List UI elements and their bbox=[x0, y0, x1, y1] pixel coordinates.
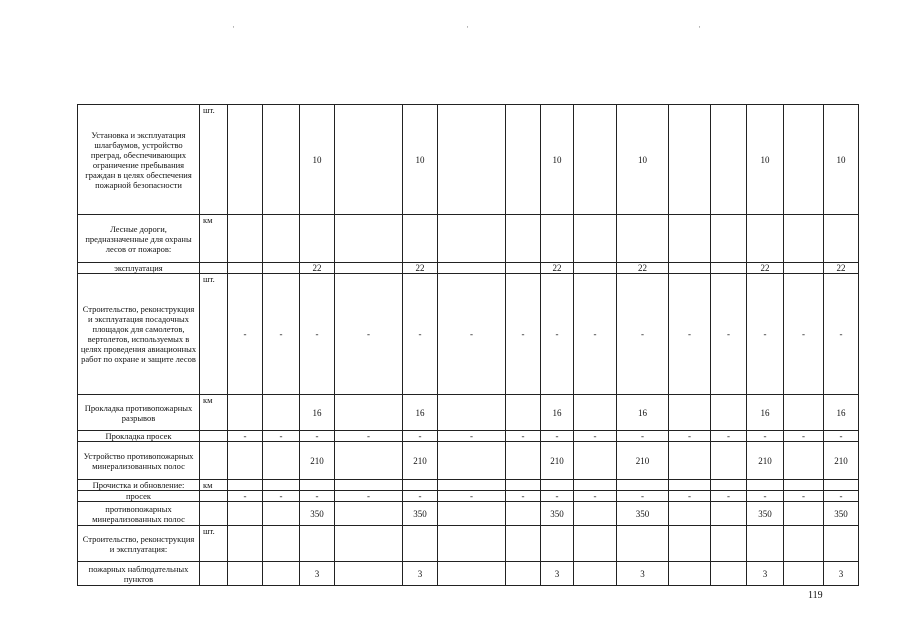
table-row bbox=[78, 395, 859, 431]
value-cell bbox=[506, 526, 541, 562]
value-cell bbox=[335, 526, 403, 562]
value-cell bbox=[669, 105, 711, 215]
value-cell: 3 bbox=[541, 562, 574, 586]
value-cell: - bbox=[263, 431, 300, 442]
value-cell: 350 bbox=[747, 502, 784, 526]
row-name-cell: Прокладка противопожарных разрывов bbox=[78, 395, 200, 431]
table-row bbox=[78, 105, 859, 215]
value-cell bbox=[263, 526, 300, 562]
value-cell: 16 bbox=[403, 395, 438, 431]
value-cell bbox=[263, 502, 300, 526]
table-row bbox=[78, 215, 859, 263]
value-cell: - bbox=[669, 274, 711, 395]
value-cell: - bbox=[784, 491, 824, 502]
value-cell: 210 bbox=[617, 442, 669, 480]
scan-speck: · bbox=[698, 22, 701, 32]
value-cell: - bbox=[784, 431, 824, 442]
value-cell: 16 bbox=[824, 395, 859, 431]
row-name-cell: эксплуатация bbox=[78, 263, 200, 274]
value-cell: - bbox=[541, 274, 574, 395]
value-cell bbox=[784, 263, 824, 274]
value-cell bbox=[824, 526, 859, 562]
value-cell: - bbox=[617, 274, 669, 395]
value-cell bbox=[506, 263, 541, 274]
value-cell bbox=[335, 502, 403, 526]
value-cell bbox=[669, 395, 711, 431]
value-cell: - bbox=[747, 491, 784, 502]
value-cell: - bbox=[228, 274, 263, 395]
row-name-cell: Устройство противопожарных минерализованных полос bbox=[78, 442, 200, 480]
value-cell bbox=[669, 442, 711, 480]
value-cell: 3 bbox=[403, 562, 438, 586]
value-cell: 210 bbox=[824, 442, 859, 480]
value-cell: - bbox=[335, 274, 403, 395]
row-name-cell: Строительство, реконструкция и эксплуатация посадочных площадок для самолетов, вертолетов, используемых в целях проведения авиационных работ по охране и защите лесов bbox=[78, 274, 200, 395]
row-name-cell: Прокладка просек bbox=[78, 431, 200, 442]
value-cell bbox=[228, 263, 263, 274]
value-cell: - bbox=[438, 491, 506, 502]
value-cell: - bbox=[711, 274, 747, 395]
value-cell bbox=[747, 215, 784, 263]
row-unit-cell bbox=[200, 431, 228, 442]
row-unit-cell: шт. bbox=[200, 526, 228, 562]
value-cell: 3 bbox=[617, 562, 669, 586]
value-cell bbox=[784, 526, 824, 562]
value-cell: - bbox=[263, 274, 300, 395]
table-row bbox=[78, 562, 859, 586]
value-cell bbox=[711, 442, 747, 480]
value-cell bbox=[784, 442, 824, 480]
value-cell: - bbox=[228, 491, 263, 502]
value-cell bbox=[438, 480, 506, 491]
value-cell bbox=[228, 502, 263, 526]
value-cell: - bbox=[228, 431, 263, 442]
value-cell bbox=[747, 480, 784, 491]
value-cell: - bbox=[824, 274, 859, 395]
value-cell: 210 bbox=[300, 442, 335, 480]
value-cell bbox=[506, 502, 541, 526]
row-name-cell: противопожарных минерализованных полос bbox=[78, 502, 200, 526]
row-unit-cell: км bbox=[200, 480, 228, 491]
value-cell bbox=[784, 502, 824, 526]
value-cell: - bbox=[617, 491, 669, 502]
value-cell bbox=[574, 395, 617, 431]
row-name-cell: Установка и эксплуатация шлагбаумов, устройство преград, обеспечивающих ограничение пребывания граждан в целях обеспечения пожарной безопасности bbox=[78, 105, 200, 215]
value-cell: - bbox=[617, 431, 669, 442]
row-unit-cell bbox=[200, 562, 228, 586]
value-cell: - bbox=[403, 274, 438, 395]
value-cell: - bbox=[574, 491, 617, 502]
value-cell: - bbox=[263, 491, 300, 502]
value-cell bbox=[228, 562, 263, 586]
row-name-cell: просек bbox=[78, 491, 200, 502]
value-cell bbox=[574, 502, 617, 526]
value-cell bbox=[506, 442, 541, 480]
value-cell bbox=[263, 480, 300, 491]
value-cell bbox=[335, 215, 403, 263]
value-cell bbox=[541, 215, 574, 263]
value-cell: 350 bbox=[824, 502, 859, 526]
value-cell: 16 bbox=[747, 395, 784, 431]
value-cell: 16 bbox=[541, 395, 574, 431]
value-cell: 3 bbox=[747, 562, 784, 586]
value-cell bbox=[438, 442, 506, 480]
table-row bbox=[78, 263, 859, 274]
value-cell bbox=[438, 395, 506, 431]
value-cell: - bbox=[669, 491, 711, 502]
value-cell bbox=[506, 215, 541, 263]
value-cell bbox=[711, 105, 747, 215]
value-cell bbox=[617, 526, 669, 562]
value-cell bbox=[403, 480, 438, 491]
row-unit-cell: км bbox=[200, 395, 228, 431]
table-row bbox=[78, 480, 859, 491]
value-cell bbox=[263, 442, 300, 480]
value-cell bbox=[784, 105, 824, 215]
value-cell bbox=[263, 395, 300, 431]
value-cell bbox=[506, 562, 541, 586]
value-cell bbox=[669, 562, 711, 586]
value-cell bbox=[747, 526, 784, 562]
value-cell bbox=[403, 526, 438, 562]
value-cell: 10 bbox=[403, 105, 438, 215]
value-cell: 210 bbox=[541, 442, 574, 480]
row-name-cell: Строительство, реконструкция и эксплуатация: bbox=[78, 526, 200, 562]
value-cell bbox=[824, 215, 859, 263]
value-cell: - bbox=[506, 491, 541, 502]
value-cell bbox=[228, 442, 263, 480]
value-cell bbox=[574, 480, 617, 491]
value-cell bbox=[300, 526, 335, 562]
value-cell bbox=[541, 526, 574, 562]
value-cell: 10 bbox=[747, 105, 784, 215]
value-cell bbox=[228, 526, 263, 562]
value-cell bbox=[438, 215, 506, 263]
table-row bbox=[78, 442, 859, 480]
value-cell: - bbox=[300, 491, 335, 502]
value-cell: 350 bbox=[403, 502, 438, 526]
value-cell bbox=[711, 395, 747, 431]
value-cell: 16 bbox=[300, 395, 335, 431]
value-cell bbox=[669, 480, 711, 491]
value-cell bbox=[784, 215, 824, 263]
value-cell bbox=[263, 105, 300, 215]
value-cell bbox=[300, 480, 335, 491]
value-cell bbox=[711, 480, 747, 491]
value-cell: 10 bbox=[824, 105, 859, 215]
forest-fire-measures-table bbox=[77, 104, 859, 586]
value-cell: 210 bbox=[403, 442, 438, 480]
value-cell: - bbox=[541, 491, 574, 502]
value-cell bbox=[574, 562, 617, 586]
value-cell bbox=[228, 480, 263, 491]
value-cell: - bbox=[747, 431, 784, 442]
value-cell bbox=[263, 215, 300, 263]
value-cell: - bbox=[506, 274, 541, 395]
value-cell bbox=[403, 215, 438, 263]
value-cell: - bbox=[669, 431, 711, 442]
value-cell bbox=[784, 395, 824, 431]
value-cell bbox=[574, 105, 617, 215]
value-cell bbox=[335, 562, 403, 586]
value-cell bbox=[506, 480, 541, 491]
scan-speck: · bbox=[466, 22, 469, 32]
value-cell bbox=[438, 562, 506, 586]
row-unit-cell: км bbox=[200, 215, 228, 263]
value-cell: 10 bbox=[300, 105, 335, 215]
value-cell bbox=[438, 105, 506, 215]
value-cell bbox=[263, 562, 300, 586]
value-cell: - bbox=[403, 491, 438, 502]
value-cell: - bbox=[300, 274, 335, 395]
table-row bbox=[78, 491, 859, 502]
value-cell bbox=[506, 395, 541, 431]
value-cell bbox=[228, 395, 263, 431]
value-cell: 350 bbox=[300, 502, 335, 526]
value-cell: 210 bbox=[747, 442, 784, 480]
value-cell: 22 bbox=[403, 263, 438, 274]
page-number: 119 bbox=[808, 590, 823, 601]
value-cell bbox=[335, 480, 403, 491]
value-cell bbox=[784, 562, 824, 586]
value-cell bbox=[300, 215, 335, 263]
value-cell: - bbox=[438, 274, 506, 395]
table-row bbox=[78, 502, 859, 526]
row-name-cell: Лесные дороги, предназначенные для охраны лесов от пожаров: bbox=[78, 215, 200, 263]
value-cell bbox=[711, 526, 747, 562]
value-cell bbox=[228, 215, 263, 263]
row-name-cell: пожарных наблюдательных пунктов bbox=[78, 562, 200, 586]
value-cell: 350 bbox=[617, 502, 669, 526]
value-cell: - bbox=[438, 431, 506, 442]
value-cell bbox=[335, 442, 403, 480]
value-cell: - bbox=[403, 431, 438, 442]
value-cell bbox=[438, 502, 506, 526]
value-cell: - bbox=[335, 431, 403, 442]
value-cell bbox=[711, 215, 747, 263]
value-cell bbox=[669, 502, 711, 526]
value-cell: 22 bbox=[300, 263, 335, 274]
value-cell bbox=[438, 526, 506, 562]
value-cell bbox=[711, 502, 747, 526]
value-cell: - bbox=[300, 431, 335, 442]
value-cell bbox=[617, 215, 669, 263]
value-cell bbox=[335, 263, 403, 274]
row-unit-cell bbox=[200, 263, 228, 274]
value-cell bbox=[228, 105, 263, 215]
row-unit-cell bbox=[200, 442, 228, 480]
value-cell bbox=[824, 480, 859, 491]
value-cell: - bbox=[335, 491, 403, 502]
value-cell: 3 bbox=[824, 562, 859, 586]
table-row bbox=[78, 526, 859, 562]
table-row bbox=[78, 431, 859, 442]
row-unit-cell bbox=[200, 491, 228, 502]
value-cell bbox=[541, 480, 574, 491]
value-cell bbox=[574, 215, 617, 263]
row-unit-cell: шт. bbox=[200, 105, 228, 215]
value-cell: 3 bbox=[300, 562, 335, 586]
value-cell: - bbox=[711, 491, 747, 502]
value-cell: - bbox=[711, 431, 747, 442]
value-cell bbox=[574, 263, 617, 274]
row-name-cell: Прочистка и обновление: bbox=[78, 480, 200, 491]
value-cell: - bbox=[784, 274, 824, 395]
value-cell: 22 bbox=[747, 263, 784, 274]
value-cell bbox=[669, 215, 711, 263]
value-cell bbox=[784, 480, 824, 491]
value-cell: 22 bbox=[824, 263, 859, 274]
value-cell bbox=[574, 442, 617, 480]
table-row bbox=[78, 274, 859, 395]
value-cell: - bbox=[747, 274, 784, 395]
value-cell bbox=[617, 480, 669, 491]
value-cell bbox=[574, 526, 617, 562]
value-cell bbox=[263, 263, 300, 274]
value-cell bbox=[669, 526, 711, 562]
value-cell: - bbox=[824, 431, 859, 442]
value-cell: 10 bbox=[541, 105, 574, 215]
value-cell bbox=[335, 395, 403, 431]
value-cell: 22 bbox=[541, 263, 574, 274]
scan-speck: · bbox=[232, 22, 235, 32]
value-cell: - bbox=[824, 491, 859, 502]
row-unit-cell bbox=[200, 502, 228, 526]
value-cell bbox=[438, 263, 506, 274]
value-cell: - bbox=[574, 274, 617, 395]
value-cell bbox=[335, 105, 403, 215]
value-cell: - bbox=[541, 431, 574, 442]
value-cell bbox=[669, 263, 711, 274]
value-cell bbox=[711, 562, 747, 586]
value-cell: 16 bbox=[617, 395, 669, 431]
row-unit-cell: шт. bbox=[200, 274, 228, 395]
value-cell: - bbox=[506, 431, 541, 442]
value-cell: 10 bbox=[617, 105, 669, 215]
value-cell bbox=[506, 105, 541, 215]
value-cell: - bbox=[574, 431, 617, 442]
value-cell: 22 bbox=[617, 263, 669, 274]
value-cell: 350 bbox=[541, 502, 574, 526]
value-cell bbox=[711, 263, 747, 274]
